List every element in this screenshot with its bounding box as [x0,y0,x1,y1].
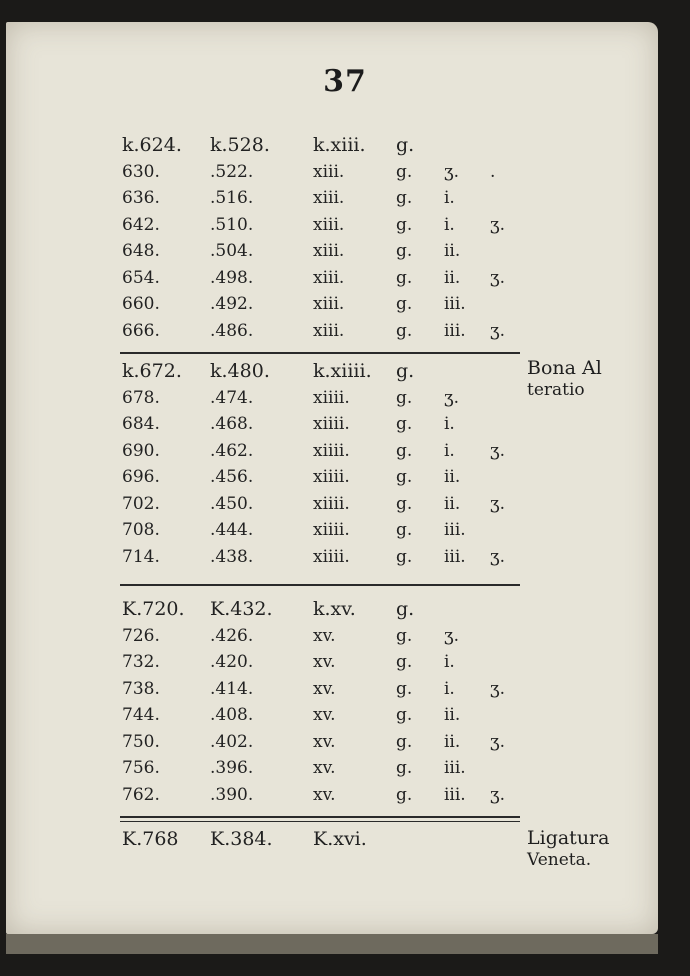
table-cell: ʒ. [490,784,505,805]
table-cell: xv. [313,784,336,805]
table-cell: 660. [122,294,160,314]
table-cell: ii. [444,267,461,288]
section-divider [120,816,520,818]
table-cell: .420. [210,652,254,672]
table-row [0,321,520,347]
table-cell: k.528. [210,134,270,156]
table-cell: xiiii. [313,414,350,434]
table-cell: i. [444,652,455,672]
table-cell: 714. [122,546,160,567]
table-cell: xiii. [313,267,345,288]
table-cell: g. [396,784,413,805]
table-cell: iii. [444,520,466,540]
table-row [0,758,520,784]
table-cell: .504. [210,241,254,261]
table-row [0,162,520,188]
table-cell: g. [396,652,413,672]
table-cell: 642. [122,214,160,235]
table-row [0,441,520,467]
table-cell: ʒ. [490,440,505,461]
table-row [0,388,520,414]
table-cell: iii. [444,546,466,567]
table-cell: xv. [313,652,336,672]
table-cell: xiiii. [313,387,350,408]
table-cell: xv. [313,678,336,699]
table-cell: 732. [122,652,160,672]
table-cell: ʒ. [490,678,505,699]
table-cell: ʒ. [444,161,459,182]
table-cell: .438. [210,546,254,567]
table-cell: g. [396,360,415,382]
table-cell: ʒ. [444,387,459,408]
table-cell: ʒ. [490,320,505,341]
margin-note-line: Bona Al [527,357,602,379]
table-cell: 696. [122,467,160,487]
table-cell: g. [396,414,413,434]
table-cell: .450. [210,493,254,514]
table-cell: g. [396,467,413,487]
table-cell: K.720. [122,598,185,620]
table-cell: .468. [210,414,254,434]
table-cell: xv. [313,705,336,725]
table-cell: 744. [122,705,160,725]
table-cell: K.768 [122,828,179,850]
table-cell: xiii. [313,214,345,235]
table-cell: k.672. [122,360,182,382]
table-cell: 708. [122,520,160,540]
table-cell: g. [396,440,413,461]
table-header-row [0,598,520,624]
table-cell: .396. [210,758,254,778]
table-cell: K.432. [210,598,273,620]
table-cell: ʒ. [490,267,505,288]
table-cell: .462. [210,440,254,461]
table-cell: g. [396,320,413,341]
table-cell: g. [396,520,413,540]
table-cell: .456. [210,467,254,487]
table-cell: xiii. [313,320,345,341]
table-cell: ʒ. [444,625,459,646]
table-cell: k.480. [210,360,270,382]
section-divider [120,821,520,822]
table-cell: k.xiii. [313,134,366,156]
table-cell: .408. [210,705,254,725]
table-cell: .402. [210,731,254,752]
table-cell: g. [396,241,413,261]
table-cell: .510. [210,214,254,235]
table-cell: g. [396,134,415,156]
table-cell: iii. [444,294,466,314]
table-header-row [0,360,520,386]
table-row [0,241,520,267]
table-cell: g. [396,625,413,646]
table-cell: 636. [122,188,160,208]
table-cell: 762. [122,784,160,805]
table-row [0,626,520,652]
table-cell: xv. [313,731,336,752]
table-cell: g. [396,267,413,288]
table-row [0,467,520,493]
table-cell: xiii. [313,294,345,314]
table-header-row [0,134,520,160]
table-cell: g. [396,294,413,314]
table-cell: xiii. [313,241,345,261]
table-cell: ii. [444,467,461,487]
table-cell: 750. [122,731,160,752]
table-row [0,705,520,731]
table-cell: xiiii. [313,493,350,514]
table-cell: .522. [210,161,254,182]
table-cell: .426. [210,625,254,646]
table-row [0,732,520,758]
table-cell: 738. [122,678,160,699]
table-row [0,547,520,573]
margin-note-line: Ligatura [527,827,610,849]
table-row [0,294,520,320]
table-cell: xiiii. [313,520,350,540]
table-cell: 666. [122,320,160,341]
table-cell: K.384. [210,828,273,850]
page-edge [6,934,658,954]
table-cell: g. [396,161,413,182]
table-cell: g. [396,678,413,699]
table-cell: i. [444,678,455,699]
table-row [0,679,520,705]
table-cell: .444. [210,520,254,540]
table-cell: iii. [444,784,466,805]
table-row [0,785,520,811]
table-cell: g. [396,546,413,567]
table-row [0,652,520,678]
margin-note-bona-alteratio [527,357,602,401]
table-cell: .390. [210,784,254,805]
table-row [0,188,520,214]
section-divider [120,584,520,586]
table-cell: g. [396,758,413,778]
table-cell: i. [444,214,455,235]
table-cell: i. [444,414,455,434]
table-cell: xiiii. [313,440,350,461]
table-cell: g. [396,598,415,620]
table-cell: iii. [444,758,466,778]
table-row [0,268,520,294]
table-cell: 702. [122,493,160,514]
table-row [0,520,520,546]
table-cell: 756. [122,758,160,778]
table-cell: K.xvi. [313,828,367,850]
table-cell: 648. [122,241,160,261]
table-cell: .498. [210,267,254,288]
table-cell: k.624. [122,134,182,156]
table-cell: k.xiiii. [313,360,372,382]
table-cell: xv. [313,758,336,778]
table-cell: ʒ. [490,546,505,567]
table-row [0,215,520,241]
margin-note-line: teratio [527,380,585,400]
table-cell: g. [396,188,413,208]
table-cell: k.xv. [313,598,356,620]
table-cell: 678. [122,387,160,408]
table-cell: ii. [444,705,461,725]
table-cell: .474. [210,387,254,408]
table-cell: xiii. [313,188,345,208]
table-cell: g. [396,214,413,235]
table-cell: ʒ. [490,214,505,235]
margin-note-line: Veneta. [527,850,592,870]
table-cell: ii. [444,241,461,261]
table-cell: g. [396,387,413,408]
table-cell: g. [396,493,413,514]
table-cell: g. [396,705,413,725]
page-number: 37 [323,64,367,99]
table-cell: xv. [313,625,336,646]
table-cell: 690. [122,440,160,461]
table-cell: . [490,161,496,182]
table-cell: .492. [210,294,254,314]
table-cell: g. [396,731,413,752]
margin-note-ligatura-veneta [527,827,609,871]
table-cell: .516. [210,188,254,208]
table-cell: 726. [122,625,160,646]
table-cell: 630. [122,161,160,182]
table-cell: ʒ. [490,731,505,752]
section-divider [120,352,520,354]
table-cell: i. [444,440,455,461]
table-cell: xiii. [313,161,345,182]
table-cell: xiiii. [313,467,350,487]
table-header-row [0,828,520,854]
table-cell: xiiii. [313,546,350,567]
table-cell: ii. [444,731,461,752]
table-cell: 684. [122,414,160,434]
table-cell: 654. [122,267,160,288]
table-cell: ii. [444,493,461,514]
table-cell: iii. [444,320,466,341]
table-row [0,414,520,440]
table-cell: i. [444,188,455,208]
table-cell: ʒ. [490,493,505,514]
table-cell: .414. [210,678,254,699]
table-cell: .486. [210,320,254,341]
table-row [0,494,520,520]
